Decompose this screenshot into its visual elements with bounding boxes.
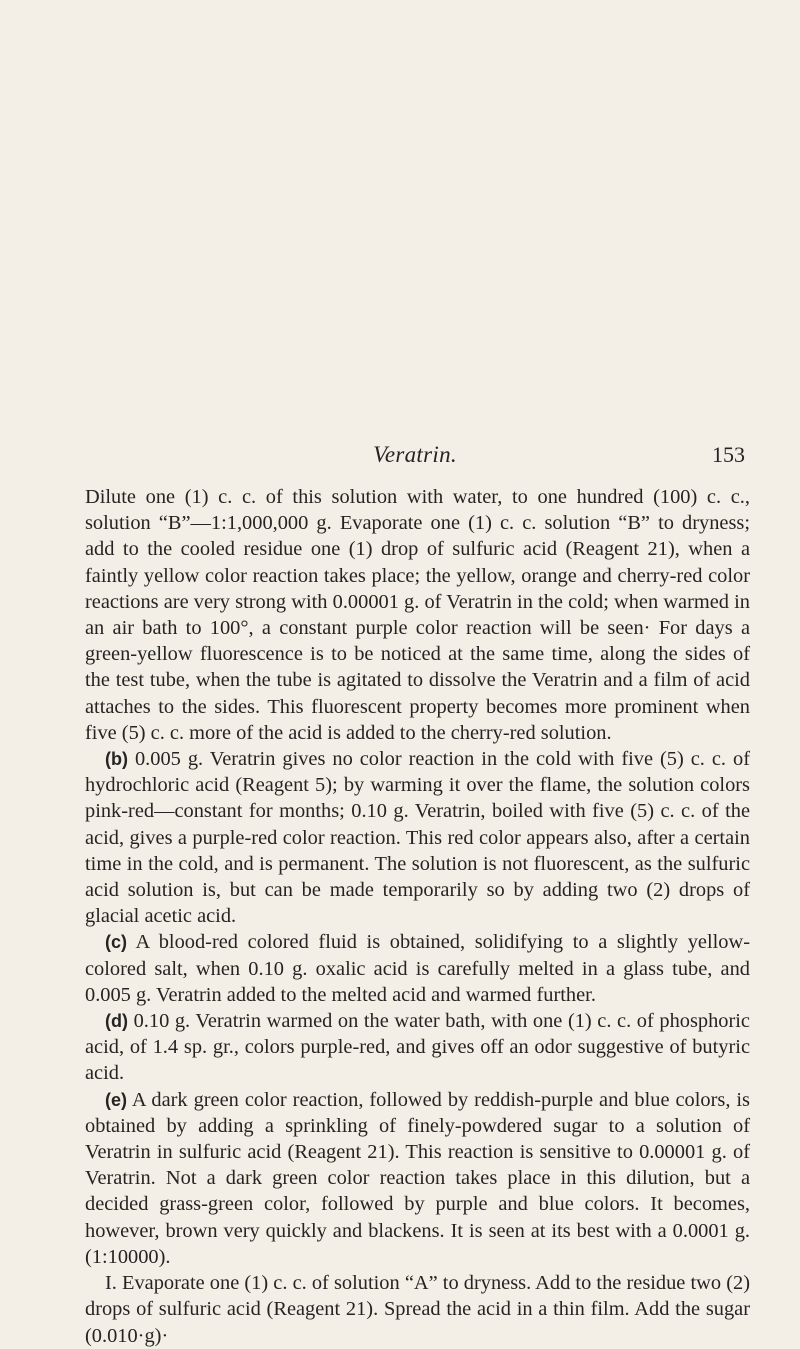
body-text [85, 484, 750, 1349]
paragraph-marker: (b) [105, 749, 128, 770]
paragraph-marker: (d) [105, 1011, 128, 1032]
paragraph-dilution [85, 484, 750, 746]
running-title: Veratrin. [373, 442, 457, 467]
paragraph-text: A blood-red colored fluid is obtained, solidifying to a slightly yellow-colored salt, when 0.10 g. oxalic acid is carefully melted in a glass tube, and 0.005 g. Veratrin added to the melted acid and warmed further. [85, 931, 750, 1006]
paragraph-text: 0.10 g. Veratrin warmed on the water bath, with one (1) c. c. of phosphoric acid, of 1.4 sp. gr., colors purple-red, and gives off an odor suggestive of butyric acid. [85, 1010, 750, 1085]
paragraph-d [85, 1008, 750, 1087]
paragraph-procedure-i [85, 1270, 750, 1349]
paragraph-c [85, 929, 750, 1008]
running-head [85, 442, 745, 476]
paragraph-text: A dark green color reaction, followed by reddish-purple and blue colors, is obtained by adding a sprinkling of finely-powdered sugar to a solution of Veratrin in sulfuric acid (Reagent 21). This reaction is sensitive to 0.00001 g. of Veratrin. Not a dark green color reaction takes place in this dilution, but a decided grass-green color, followed by purple and blue colors. It becomes, however, brown very quickly and blackens. It is seen at its best with a 0.0001 g. (1:10000). [85, 1088, 750, 1268]
paragraph-marker: (e) [105, 1089, 127, 1110]
paragraph-marker: (c) [105, 932, 127, 953]
paragraph-text: Dilute one (1) c. c. of this solution with water, to one hundred (100) c. c., solution “B”—1:1,000,000 g. Evaporate one (1) c. c. solution “B” to dryness; add to the cooled residue one (1) drop of sulfuric acid (Reagent 21), when a faintly yellow color reaction takes place; the yellow, orange and cherry-red color reactions are very strong with 0.00001 g. of Veratrin in the cold; when warmed in an air bath to 100°, a constant purple color reaction will be seen· For days a green-yellow fluorescence is to be noticed at the same time, along the sides of the test tube, when the tube is agitated to dissolve the Veratrin and a film of acid attaches to the sides. This fluorescent property becomes more prominent when five (5) c. c. more of the acid is added to the cherry-red solution. [85, 486, 750, 744]
paragraph-e [85, 1087, 750, 1270]
paragraph-b [85, 746, 750, 929]
page-number: 153 [712, 442, 745, 467]
paragraph-text: I. Evaporate one (1) c. c. of solution “A” to dryness. Add to the residue two (2) drops of sulfuric acid (Reagent 21). Spread the acid in a thin film. Add the sugar (0.010·g)· [85, 1272, 750, 1347]
paragraph-text: 0.005 g. Veratrin gives no color reaction in the cold with five (5) c. c. of hydrochloric acid (Reagent 5); by warming it over the flame, the solution colors pink-red—constant for months; 0.10 g. Veratrin, boiled with five (5) c. c. of the acid, gives a purple-red color reaction. This red color appears also, after a certain time in the cold, and is permanent. The solution is not fluorescent, as the sulfuric acid solution is, but can be made temporarily so by adding two (2) drops of glacial acetic acid. [85, 748, 750, 928]
